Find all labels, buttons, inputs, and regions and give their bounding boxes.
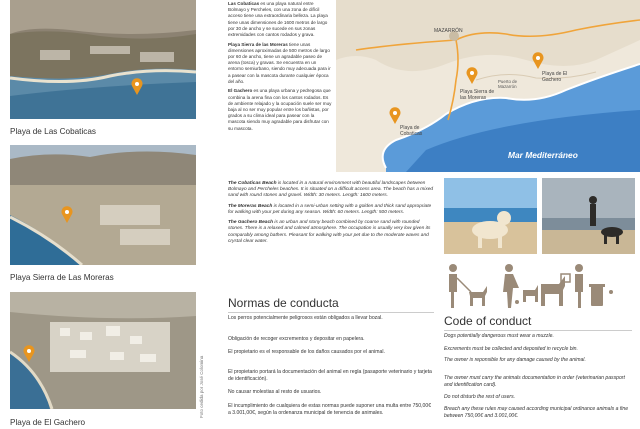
dog-photo-beach [444,178,537,254]
caption-moreras: Playa Sierra de Las Moreras [10,273,114,282]
sea-label: Mar Mediterráneo [508,150,578,160]
normas-rule-2: Obligación de recoger excrementos y depositar en papelera. [228,336,365,342]
normas-rule-4: El propietario portará la documentación del animal en regla (pasaporte veterinario y tarjeta de identificación). [228,369,432,382]
code-divider [444,330,632,331]
caption-cobaticas: Playa de Las Cobaticas [10,127,97,136]
map-label-gachero: Playa de El Gachero [542,71,568,83]
beach-map [336,0,640,172]
english-descriptions [228,181,436,249]
es-desc-moreras: Playa Sierra de las Moreras tiene unas dimensiones aproximadas de 500 metros de largo por 60 de ancho, tiene un agradable paseo de arena (tosca) y gravas. Se encuentra en un entorno semiurbano, siendo muy adecuada para ir a pasear con la mascota durante cualquier época del año. [228,41,331,84]
map-label-mazarron: MAZARRÓN [434,28,463,34]
en-desc-gachero: The Gachero Beach is an urban and stony beach combined by coarse sand with rounded stones. There is a relaxed and calmed atmosphere. The occupation is usually very low given its comparably among bathers. Pleasant for walking with your pet due to the moderate waves and crystal clear water. [228,220,431,244]
photo-gachero [10,292,196,409]
map-label-cobaticas: Playa de Cobaticas [400,125,423,137]
waste-bin-icon [571,262,619,310]
en-desc-moreras: The Moreras Beach is located in a semi-urban setting with a golden and thick sand appropriate for walking with your pet during any season. Width: 60 meters. Length: 500 meters. [228,203,432,215]
moreras-pin-icon [61,206,73,224]
normas-rule-5: No causar molestias al resto de usuarios. [228,389,322,395]
photo-cobaticas [10,0,196,119]
normas-rule-1: Los perros potencialmente peligrosos están obligados a llevar bozal. [228,315,383,321]
code-title: Code of conduct [444,314,532,328]
code-rule-3: The owner is reponsible for any damage caused by the animal. [444,357,586,363]
en-desc-cobaticas: The Cobaticas Beach is located in a natural environment with beautiful landscapes between Bolmayo and Percheles beaches. It is situated on a difficult access area. The beach has a mixed sand with round stones and gravel. Width: 30 meters. Length: 1600 meters. [228,181,434,199]
map-label-moreras: Playa Sierra de las Moreras [460,89,495,101]
caption-gachero: Playa de El Gachero [10,418,86,427]
map-pin-moreras-icon [466,67,478,85]
code-rule-2: Excrements must be collected and deposited in recycle bin. [444,346,578,352]
dog-walker-icon [443,262,491,310]
code-rule-5: Do not disturb the rest of users. [444,394,516,400]
gachero-pin-icon [23,345,35,363]
normas-title: Normas de conducta [228,296,339,310]
photo-credit: Foto cedida por José Colomina [199,355,204,418]
map-pin-gachero-icon [532,52,544,70]
es-desc-cobaticas: Las Cobaticas es una playa natural entre Bolmayo y Percheles, con una zona de difícil acceso tiene una extraordinaria belleza. La playa tiene unas dimensiones de 1600 metros de largo por 30 de ancho y se sucede en sus zonas extremidades con cantos rodados y grava. [228,1,328,37]
es-desc-gachero: El Gachero es una playa urbana y pedregosa que combina la arena fina con los cantos rodados. Es de ambiente relajado y la ocupación suele ser muy baja al no ser muy popular entre los bañistas, por grados a su clima ideal para pasear con la mascota siendo muy agradable para disfrutar con su mascota. [228,88,332,131]
code-rule-6: Breach any these rules may caused according municipal ordinance animals a fine between 750,00€ and 3.001,00€. [444,406,629,419]
map-pin-cobaticas-icon [389,107,401,125]
dog-photo-sunset [542,178,635,254]
code-rule-4: The owner must carry the animals documentation in order (veterinarian passport and identification card). [444,375,625,388]
photo-moreras [10,145,196,265]
conduct-icons [443,262,635,312]
spanish-descriptions [228,1,332,135]
normas-rule-6: El incumplimiento de cualquiera de estas normas puede suponer una multa entre 750,00€ a 3.001,00€, según la ordenanza municipal de tenencia de animales. [228,403,432,416]
map-label-puerto: Puerto de Mazarrón [498,79,518,89]
code-rule-1: Dogs potentially dangerous must wear a muzzle. [444,333,554,339]
normas-divider [228,312,434,313]
cobaticas-pin-icon [131,78,143,96]
normas-rule-3: El propietario es el responsable de los daños causados por el animal. [228,349,385,355]
